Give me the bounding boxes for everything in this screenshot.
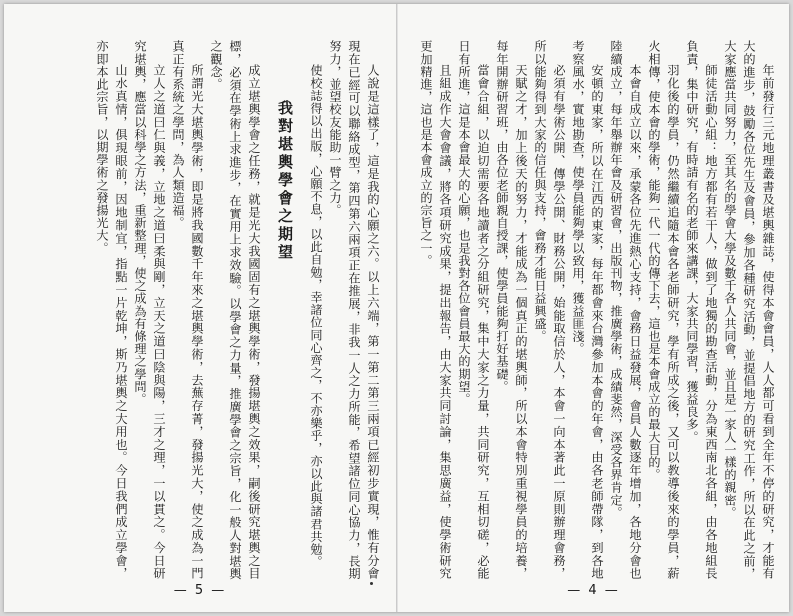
body-paragraph: 成立堪輿學會之任務，就是光大我國固有之堪輿學術，發揚堪輿之效果，嗣後研究堪輿之目標，必須在學術上求進步，在實用上求效驗。以學會之力量，推廣學會之宗旨，化一般人對堪輿之觀念。	[209, 40, 261, 580]
left-page-text	[22, 40, 382, 580]
body-paragraph: 使校誌得以出版，心願不息，以此自勉，幸諸位同心齊之，不亦樂乎，亦以此與諸君共勉。	[309, 64, 323, 569]
body-paragraph: 所謂光大堪輿學術，即是將我國數千年來之堪輿學術，去蕪存菁，發揚光大，使之成為一門真正有系統之學問，為人類造福。	[171, 40, 204, 580]
body-paragraph: 且組成作大會會議，將各項研究成果，提出報告，由大家共同討論，集思廣益，使學術研究更加精進，這也是本會成立的宗旨之一。	[419, 40, 452, 580]
right-page	[398, 4, 789, 612]
body-paragraph: 山水真情，俱現眼前，因地制宜，指點一片乾坤，斯乃堪輿之大用也。今日我們成立學會，亦即本此宗旨，以期學術之發揚光大。	[95, 40, 128, 580]
page-number-right: — 4 —	[567, 583, 620, 598]
body-paragraph: 立人之道曰仁與義，立地之道曰柔與剛，立天之道曰陰與陽，三才之理，一以貫之。今日研究堪輿，應當以科學之方法，重新整理，使之成為有條理之學問。	[133, 40, 166, 580]
body-paragraph: 必須有學術公開、傳學公開、財務公開，始能取信於人，本會一向本著此一原則辦理會務，所以能夠得到大家的信任與支持，會務才能日益興盛。	[533, 40, 566, 580]
body-paragraph: 本會自成立以來，承蒙各位先進熱心支持，會務日益發展，會員人數逐年增加，各地分會也陸續成立，每年舉辦年會及研習會，出版刊物，推廣學術，成績斐然，深受各界肯定。	[609, 40, 642, 580]
section-heading: 我對堪輿學會之期望	[276, 100, 294, 262]
body-paragraph: 人說是這樣了，這是我的心願之六。以上六端，第一第二第三兩項已經初步實現，惟有分會現在已經可以聯絡成型，第四第六兩項正在推展，非我一人之力所能，希望諸位同心協力，長期努力，並望校友能助一臂之力。	[328, 40, 380, 580]
body-paragraph: 年前發行三元地理叢書及堪輿雜誌，使得本會會員，人人都可看到全年不停的研究，才能有大的進步，鼓勵各位先生及會員，參加各種研究活動，並提倡地方的研究工作，所以在此之前，大家應當共同努力，至其名的學會大學及數千各人共同會，並且是一家人一樣的親密。	[723, 40, 775, 580]
body-paragraph	[415, 40, 416, 580]
body-paragraph: 羽化後的學員，仍然繼續追隨本會各老師研究，學有所成之後，又可以教導後來的學員，薪火相傳，使本會的學術，能夠一代一代的傳下去，這也是本會成立的最大目的。	[647, 40, 680, 580]
right-page-text	[415, 40, 777, 580]
body-paragraph: 當會合組，以迫切需要各地讀者之分組研究，集中大家之力量，共同研究，互相切磋，必能日有所進，這是本會最大的心願，也是我對各位會員最大的期望。	[457, 40, 490, 580]
page-number-left: — 5 —	[173, 583, 227, 598]
scan-speck	[370, 582, 373, 585]
body-paragraph: 師徒活動心組：地方都有若干人，做到了地獨的勘查活動，分為東西南北各組，由各地組長負責，集中研究，有時請有名的老師來講課，大家共同學習，獲益良多。	[685, 40, 718, 580]
body-paragraph: 安頓的東家，所以在江西的東家，每年都會來台灣參加本會的年會，由各老師帶隊，到各地考察風水，實地勘查，使學員能夠學以致用，獲益匪淺。	[571, 40, 604, 580]
left-page	[4, 4, 396, 612]
book-spread	[4, 4, 789, 612]
body-paragraph: 天賦之才，加上後天的努力，才能成為一個真正的堪輿師，所以本會特別重視學員的培養，每年開辦研習班，由各位老師親自授課，使學員能夠打好基礎。	[495, 40, 528, 580]
